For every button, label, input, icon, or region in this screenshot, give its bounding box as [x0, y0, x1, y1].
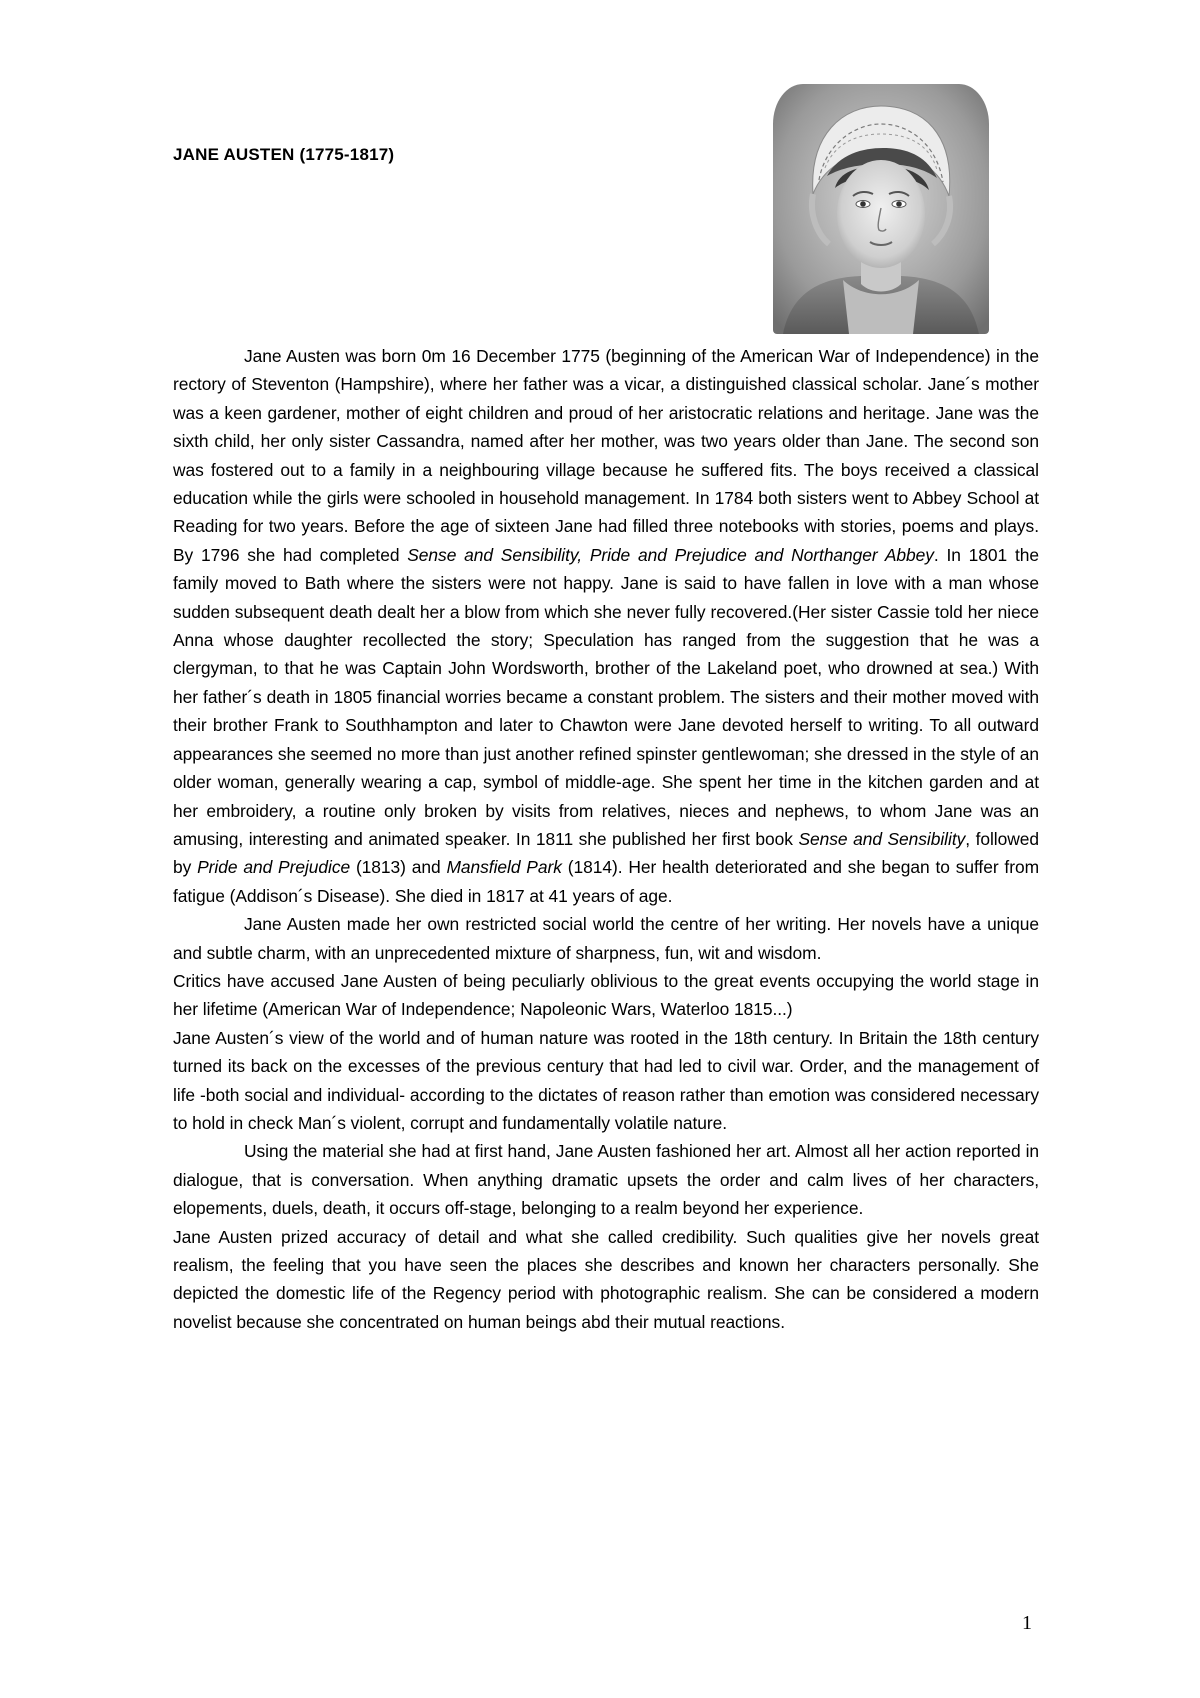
- paragraph-1-italic-c: Pride and Prejudice: [197, 857, 351, 878]
- paragraph-5: Using the material she had at first hand, Jane Austen fashioned her art. Almost all her action reported in dialogue, that is conversation. When anything dramatic upsets the order and calm lives of her characters, elopements, duels, death, it occurs off-stage, belonging to a realm beyond her experience.: [173, 1141, 1039, 1219]
- portrait-image: [773, 84, 989, 334]
- paragraph-1-italic-d: Mansfield Park: [446, 857, 562, 878]
- paragraph-1-text-b: . In 1801 the family moved to Bath where the sisters were not happy. Jane is said to have fallen in love with a man whose sudden subsequent death dealt her a blow from which she never fully recovered.(Her sister Cassie told her niece Anna whose daughter recollected the story; Speculation has ranged from the suggestion that he was a clergyman, to that he was Captain John Wordsworth, brother of the Lakeland poet, who drowned at sea.) With her father´s death in 1805 financial worries became a constant problem. The sisters and their mother moved with their brother Frank to Southhampton and later to Chawton were Jane devoted herself to writing. To all outward appearances she seemed no more than just another refined spinster gentlewoman; she dressed in the style of an older woman, generally wearing a cap, symbol of middle-age. She spent her time in the kitchen garden and at her embroidery, a routine only broken by visits from relatives, nieces and nephews, to whom Jane was an amusing, interesting and animated speaker. In 1811 she published her first book: [173, 544, 1039, 849]
- page-number: 1: [1022, 1612, 1032, 1634]
- paragraph-1-italic-a: Sense and Sensibility, Pride and Prejudice and Northanger Abbey: [407, 544, 934, 565]
- paragraph-6: Jane Austen prized accuracy of detail and what she called credibility. Such qualities give her novels great realism, the feeling that you have seen the places she describes and known her characters personally. She depicted the domestic life of the Regency period with photographic realism. She can be considered a modern novelist because she concentrated on human beings abd their mutual reactions.: [173, 1226, 1039, 1332]
- paragraph-4: Jane Austen´s view of the world and of human nature was rooted in the 18th century. In Britain the 18th century turned its back on the excesses of the previous century that had led to civil war. Order, and the management of life -both social and individual- according to the dictates of reason rather than emotion was considered necessary to hold in check Man´s violent, corrupt and fundamentally volatile nature.: [173, 1027, 1039, 1133]
- paragraph-1-text-d: (1813) and: [350, 857, 447, 878]
- paragraph-1-italic-b: Sense and Sensibility: [798, 828, 966, 849]
- paragraph-1: [173, 342, 1039, 910]
- paragraph-1-text-c: , followed by: [173, 828, 1039, 878]
- document-title: JANE AUSTEN (1775-1817): [173, 145, 395, 164]
- paragraph-1-text-e: (1814). Her health deteriorated and she began to suffer from fatigue (Addison´s Disease). She died in 1817 at 41 years of age.: [173, 857, 1040, 906]
- paragraph-1-text-a: Jane Austen was born 0m 16 December 1775 (beginning of the American War of Independence) in the rectory of Steventon (Hampshire), where her father was a vicar, a distinguished classical scholar. Jane´s mother was a keen gardener, mother of eight children and proud of her aristocratic relations and heritage. Jane was the sixth child, her only sister Cassandra, named after her mother, was two years older than Jane. The second son was fostered out to a family in a neighbouring village because he suffered fits. The boys received a classical education while the girls were schooled in household management. In 1784 both sisters went to Abbey School at Reading for two years. Before the age of sixteen Jane had filled three notebooks with stories, poems and plays. By 1796 she had completed: [173, 346, 1039, 565]
- paragraph-3: Critics have accused Jane Austen of being peculiarly oblivious to the great events occupying the world stage in her lifetime (American War of Independence; Napoleonic Wars, Waterloo 1815...): [173, 970, 1039, 1020]
- body-text: [173, 342, 1039, 1336]
- paragraph-2: Jane Austen made her own restricted social world the centre of her writing. Her novels have a unique and subtle charm, with an unprecedented mixture of sharpness, fun, wit and wisdom.: [173, 914, 1039, 963]
